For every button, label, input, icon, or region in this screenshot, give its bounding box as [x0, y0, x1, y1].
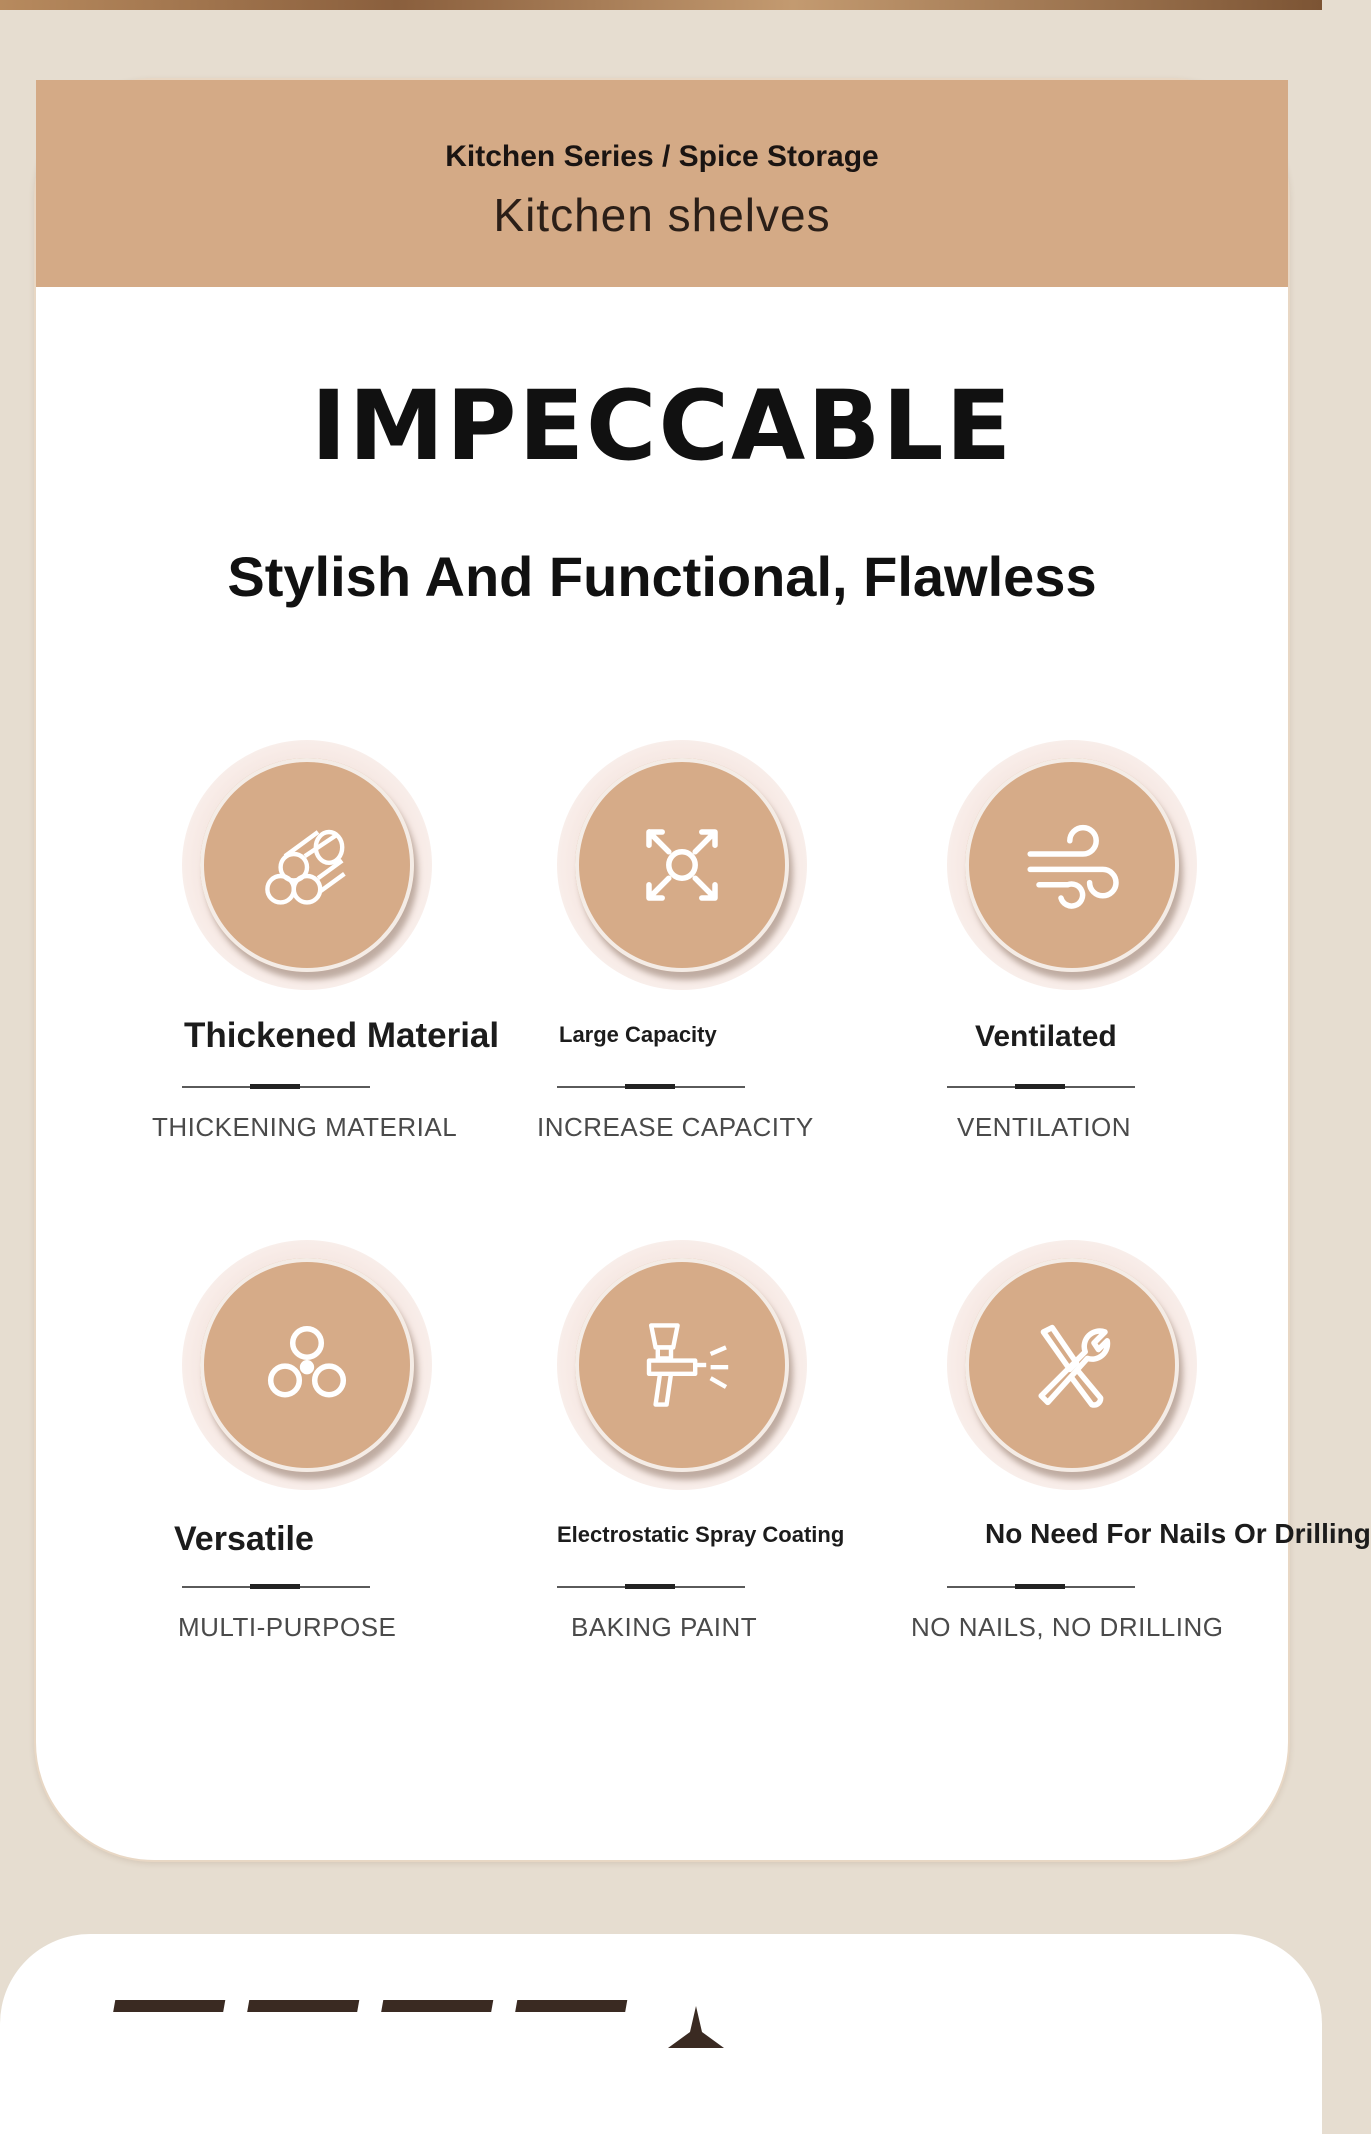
card-header	[36, 80, 1288, 287]
wind-icon	[1017, 810, 1127, 920]
feature-versatile	[146, 1240, 526, 1680]
feature-badge	[947, 740, 1197, 990]
feature-badge	[947, 1240, 1197, 1490]
series-label: Kitchen Series / Spice Storage	[445, 140, 879, 173]
divider	[947, 1086, 1135, 1088]
spray-gun-icon	[627, 1310, 737, 1420]
divider	[557, 1086, 745, 1088]
feature-subtitle: MULTI-PURPOSE	[178, 1612, 397, 1642]
feature-card	[34, 78, 1371, 1862]
feature-large-capacity	[521, 740, 901, 1180]
feature-title: Thickened Material	[184, 1016, 500, 1055]
divider	[557, 1586, 745, 1588]
feature-subtitle: THICKENING MATERIAL	[152, 1112, 458, 1142]
spire-icon	[668, 2006, 724, 2048]
feature-title: Large Capacity	[559, 1022, 717, 1047]
feature-thickened-material	[146, 740, 526, 1180]
feature-title: Versatile	[174, 1520, 314, 1558]
feature-electrostatic-spray-coating	[521, 1240, 901, 1680]
feature-title: No Need For Nails Or Drilling	[985, 1518, 1371, 1549]
feature-ventilated	[911, 740, 1291, 1180]
next-section-heading-decoration	[110, 2000, 750, 2048]
feature-badge	[557, 740, 807, 990]
feature-title: Electrostatic Spray Coating	[557, 1522, 845, 1547]
headline: IMPECCABLE	[310, 370, 1014, 482]
divider	[182, 1086, 370, 1088]
tools-icon	[1017, 1310, 1127, 1420]
header-title: Kitchen shelves	[493, 189, 831, 241]
divider	[182, 1586, 370, 1588]
feature-subtitle: VENTILATION	[957, 1112, 1132, 1142]
feature-subtitle: NO NAILS, NO DRILLING	[911, 1612, 1224, 1642]
feature-subtitle: INCREASE CAPACITY	[537, 1112, 814, 1142]
top-photo-strip	[0, 0, 1322, 10]
feature-badge	[182, 1240, 432, 1490]
feature-badge	[557, 1240, 807, 1490]
three-rings-icon	[252, 1310, 362, 1420]
feature-subtitle: BAKING PAINT	[571, 1612, 758, 1642]
feature-title: Ventilated	[975, 1020, 1117, 1053]
subheadline: Stylish And Functional, Flawless	[227, 545, 1097, 608]
pipes-icon	[252, 810, 362, 920]
divider	[947, 1586, 1135, 1588]
feature-no-nails-no-drilling	[911, 1240, 1371, 1680]
feature-badge	[182, 740, 432, 990]
expand-arrows-icon	[627, 810, 737, 920]
